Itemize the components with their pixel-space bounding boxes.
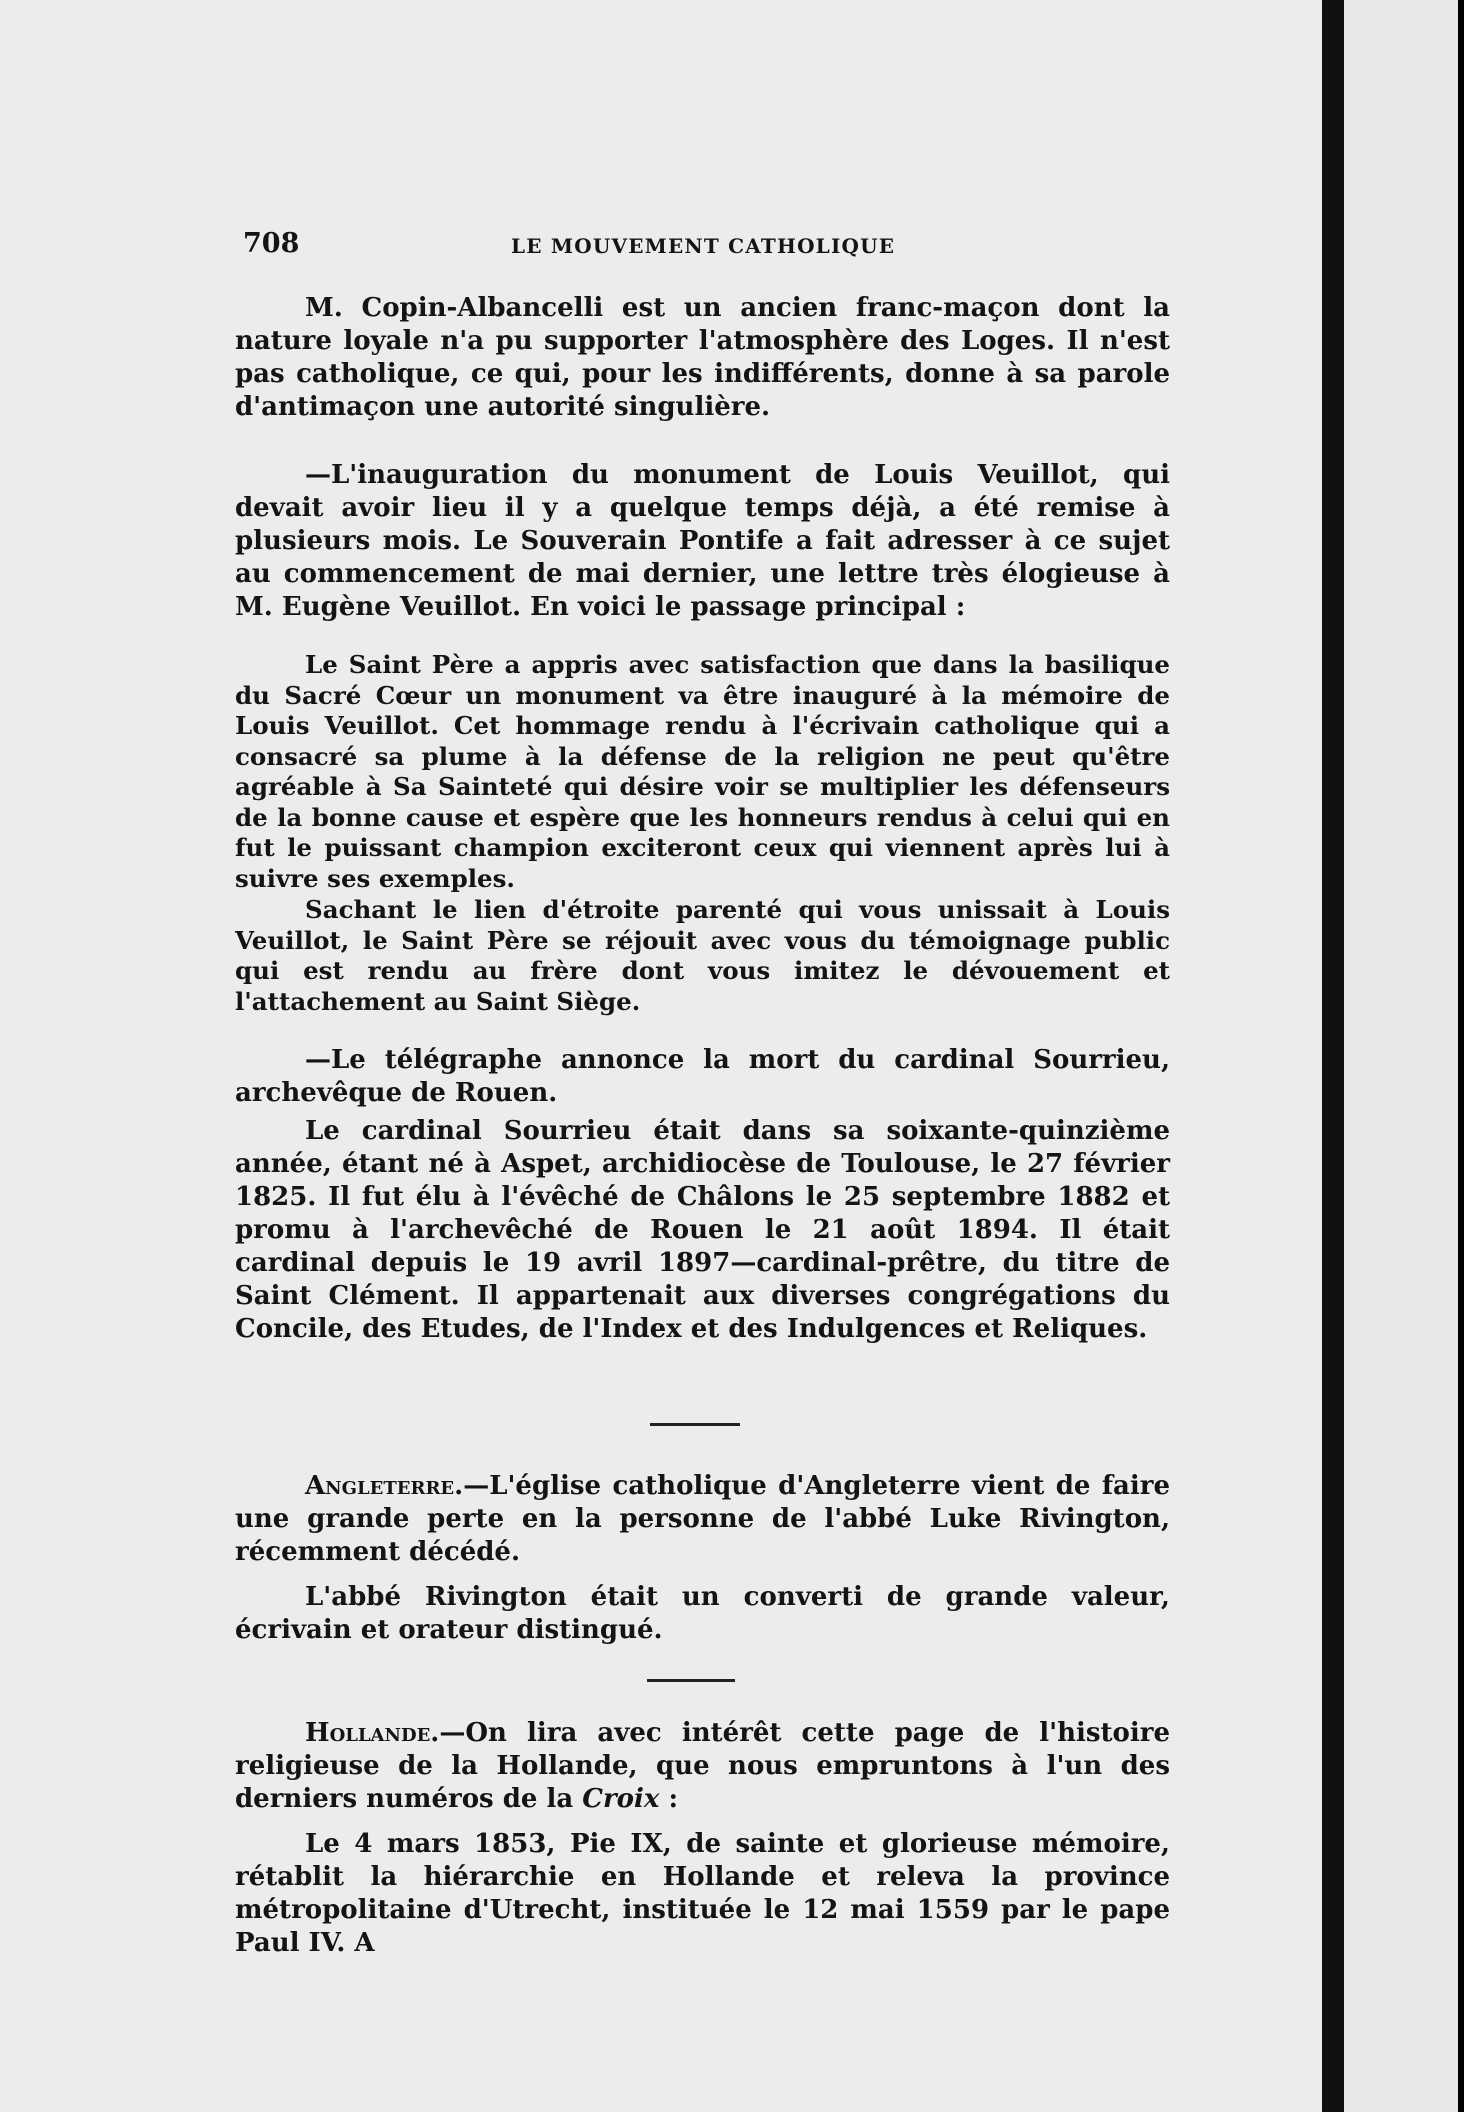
paragraph-cardinal-biography: Le cardinal Sourrieu était dans sa soixante-quinzième année, étant né à Aspet, archidiocèse de Toulouse, le 27 février 1825. Il fut élu à l'évêché de Châlons le 25 septembre 1882 et promu à l'archevêché de Rouen le 21 août 1894. Il était cardinal depuis le 19 avril 1897—cardinal-prêtre, du titre de Saint Clément. Il appartenait aux diverses congrégations du Concile, des Etudes, de l'Index et des Indulgences et Reliques. — [235, 1116, 1170, 1344]
scan-gutter-rule — [1322, 0, 1344, 2112]
paragraph-copin-albancelli: M. Copin-Albancelli est un ancien franc-maçon dont la nature loyale n'a pu supporter l'atmosphère des Loges. Il n'est pas catholique, ce qui, pour les indifférents, donne à sa parole d'antimaçon une autorité singulière. — [235, 293, 1170, 422]
running-title: LE MOUVEMENT CATHOLIQUE — [511, 234, 896, 258]
paragraph-hollande-text: —On lira avec intérêt cette page de l'histoire religieuse de la Hollande, que nous empruntons à l'un des derniers numéros de la — [235, 1718, 1170, 1814]
quote-saint-pere-letter-continued: Sachant le lien d'étroite parenté qui vous unissait à Louis Veuillot, le Saint Père se réjouit avec vous du témoignage public qui est rendu au frère dont vous imitez le dévouement et l'attachement au Saint Siège. — [235, 895, 1170, 1016]
paragraph-hollande — [235, 1717, 1170, 1816]
section-divider — [650, 1423, 740, 1426]
paragraph-angleterre — [235, 1470, 1170, 1569]
paragraph-angleterre-text: —L'église catholique d'Angleterre vient de faire une grande perte en la personne de l'abbé Luke Rivington, récemment décédé. — [235, 1471, 1170, 1567]
section-heading-angleterre: Angleterre. — [305, 1471, 464, 1501]
paragraph-pie-ix: Le 4 mars 1853, Pie IX, de sainte et glorieuse mémoire, rétablit la hiérarchie en Hollande et releva la province métropolitaine d'Utrecht, instituée le 12 mai 1559 par le pape Paul IV. A — [235, 1829, 1170, 1958]
paragraph-hollande-colon: : — [659, 1784, 679, 1814]
page-number: 708 — [243, 228, 300, 259]
quote-saint-pere-letter: Le Saint Père a appris avec satisfaction que dans la basilique du Sacré Cœur un monument va être inauguré à la mémoire de Louis Veuillot. Cet hommage rendu à l'écrivain catholique qui a consacré sa plume à la défense de la religion ne peut qu'être agréable à Sa Sainteté qui désire voir se multiplier les défenseurs de la bonne cause et espère que les honneurs rendus à celui qui en fut le puissant champion exciteront ceux qui viennent après lui à suivre ses exemples. — [235, 650, 1170, 893]
paragraph-cardinal-death: —Le télégraphe annonce la mort du cardinal Sourrieu, archevêque de Rouen. — [235, 1045, 1170, 1108]
section-divider — [647, 1679, 735, 1682]
paragraph-rivington: L'abbé Rivington était un converti de grande valeur, écrivain et orateur distingué. — [235, 1582, 1170, 1645]
section-heading-hollande: Hollande. — [305, 1718, 440, 1748]
page-header — [243, 228, 1173, 268]
scan-right-edge — [1458, 0, 1464, 2112]
paragraph-veuillot-monument: —L'inauguration du monument de Louis Veuillot, qui devait avoir lieu il y a quelque temps déjà, a été remise à plusieurs mois. Le Souverain Pontife a fait adresser à ce sujet au commencement de mai dernier, une lettre très élogieuse à M. Eugène Veuillot. En voici le passage principal : — [235, 460, 1170, 622]
journal-title-croix: Croix — [582, 1784, 660, 1814]
facing-page-edge — [1344, 0, 1464, 2112]
